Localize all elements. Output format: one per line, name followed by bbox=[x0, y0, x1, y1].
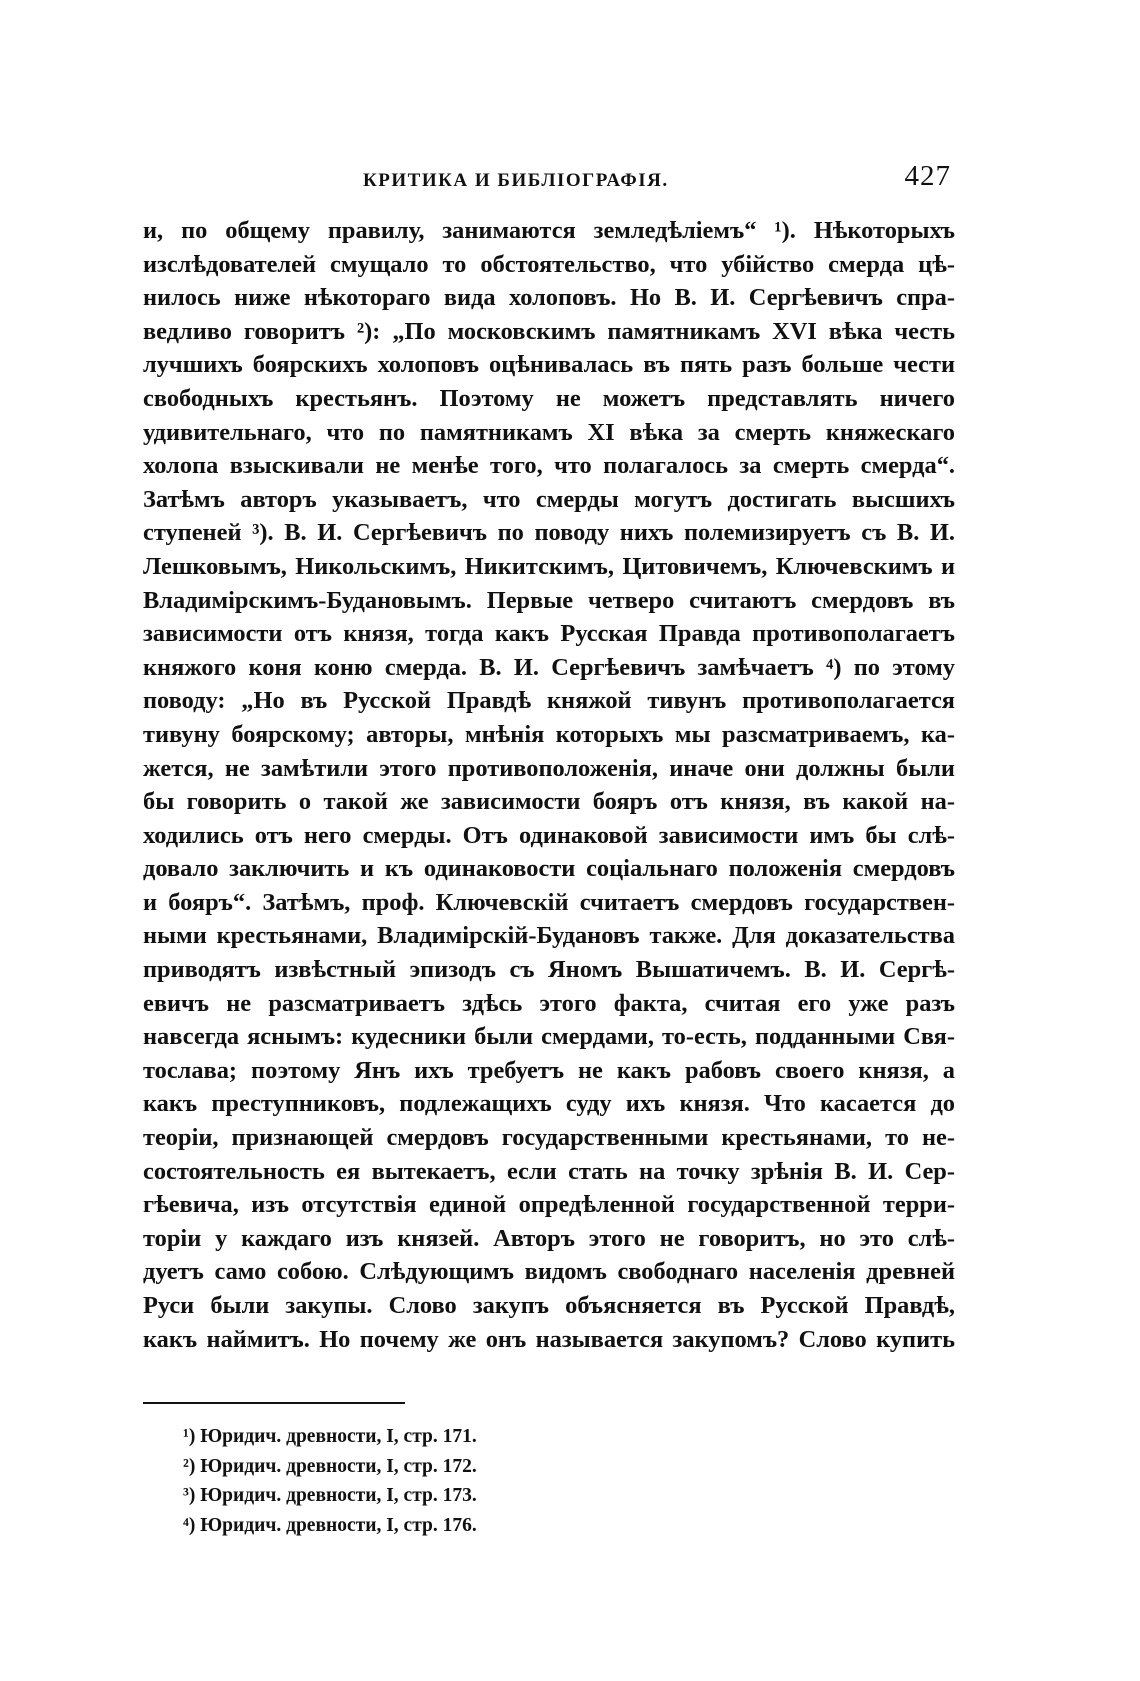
text-line: и, по общему правилу, занимаются земледѣліемъ“ ¹). Нѣкоторыхъ bbox=[143, 217, 955, 244]
text-line: зависимости отъ князя, тогда какъ Русская Правда противополагаетъ bbox=[143, 620, 955, 648]
text-line: лучшихъ боярскихъ холоповъ оцѣнивалась въ пять разъ больше чести bbox=[143, 351, 955, 379]
footnote: ⁴) Юридич. древности, I, стр. 176. bbox=[183, 1514, 477, 1536]
text-line: дуетъ само собою. Слѣдующимъ видомъ свободнаго населенія древней bbox=[143, 1258, 955, 1286]
text-line: приводятъ извѣстный эпизодъ съ Яномъ Вышатичемъ. В. И. Сергѣ- bbox=[143, 956, 955, 984]
text-line: теоріи, признающей смердовъ государственными крестьянами, то не- bbox=[143, 1124, 955, 1152]
text-line: ходились отъ него смерды. Отъ одинаковой зависимости имъ бы слѣ- bbox=[143, 821, 955, 849]
footnotes bbox=[183, 1422, 955, 1540]
footnote: ¹) Юридич. древности, I, стр. 171. bbox=[183, 1426, 477, 1448]
footnote-separator bbox=[143, 1402, 405, 1404]
text-line: изслѣдователей смущало то обстоятельство, что убійство смерда цѣ- bbox=[143, 250, 955, 278]
text-line: евичъ не разсматриваетъ здѣсь этого факта, считая его уже разъ bbox=[143, 989, 955, 1017]
text-line: торіи у каждаго изъ князей. Авторъ этого не говоритъ, но это слѣ- bbox=[143, 1224, 955, 1252]
text-line: навсегда яснымъ: кудесники были смердами, то-есть, подданными Свя- bbox=[143, 1023, 955, 1051]
text-line: бы говорить о такой же зависимости бояръ отъ князя, въ какой на- bbox=[143, 788, 955, 816]
text-line: ведливо говоритъ ²): „По московскимъ памятникамъ XVI вѣка честь bbox=[143, 317, 955, 345]
text-line: какъ наймитъ. Но почему же онъ называется закупомъ? Слово купить bbox=[143, 1325, 955, 1353]
body-text bbox=[143, 214, 955, 1356]
text-line: довало заключить и къ одинаковости соціальнаго положенія смердовъ bbox=[143, 855, 955, 883]
text-line: удивительнаго, что по памятникамъ XI вѣка за смерть княжескаго bbox=[143, 418, 955, 446]
text-line: Владимірскимъ-Будановымъ. Первые четверо считаютъ смердовъ въ bbox=[143, 586, 955, 614]
text-line: холопа взыскивали не менѣе того, что полагалось за смерть смерда“. bbox=[143, 452, 955, 480]
text-line: какъ преступниковъ, подлежащихъ суду ихъ князя. Что касается до bbox=[143, 1090, 955, 1118]
text-line: тивуну боярскому; авторы, мнѣнія которыхъ мы разсматриваемъ, ка- bbox=[143, 720, 955, 748]
text-line: ными крестьянами, Владимірскій-Будановъ также. Для доказательства bbox=[143, 922, 955, 950]
page-number: 427 bbox=[904, 160, 951, 192]
running-head bbox=[143, 160, 955, 200]
footnote: ²) Юридич. древности, I, стр. 172. bbox=[183, 1455, 477, 1477]
text-line: тослава; поэтому Янъ ихъ требуетъ не какъ рабовъ своего князя, а bbox=[143, 1056, 955, 1084]
text-line: свободныхъ крестьянъ. Поэтому не можетъ представлять ничего bbox=[143, 384, 955, 412]
text-line: ступеней ³). В. И. Сергѣевичъ по поводу нихъ полемизируетъ съ В. И. bbox=[143, 519, 955, 547]
section-title: КРИТИКА И БИБЛІОГРАФІЯ. bbox=[363, 170, 669, 191]
footnote: ³) Юридич. древности, I, стр. 173. bbox=[183, 1485, 477, 1507]
book-page bbox=[143, 160, 955, 1540]
text-line: поводу: „Но въ Русской Правдѣ княжой тивунъ противополагается bbox=[143, 687, 955, 715]
text-line: Лешковымъ, Никольскимъ, Никитскимъ, Цитовичемъ, Ключевскимъ и bbox=[143, 552, 955, 580]
text-line: Затѣмъ авторъ указываетъ, что смерды могутъ достигать высшихъ bbox=[143, 485, 955, 513]
text-line: и бояръ“. Затѣмъ, проф. Ключевскій считаетъ смердовъ государствен- bbox=[143, 888, 955, 916]
text-line: нилось ниже нѣкотораго вида холоповъ. Но В. И. Сергѣевичъ спра- bbox=[143, 284, 955, 312]
text-line: гѣевича, изъ отсутствія единой опредѣленной государственной терри- bbox=[143, 1191, 955, 1219]
text-line: состоятельность ея вытекаетъ, если стать на точку зрѣнія В. И. Сер- bbox=[143, 1157, 955, 1185]
text-line: жется, не замѣтили этого противоположенія, иначе они должны были bbox=[143, 754, 955, 782]
text-line: Руси были закупы. Слово закупъ объясняется въ Русской Правдѣ, bbox=[143, 1292, 955, 1319]
text-line: княжого коня коню смерда. В. И. Сергѣевичъ замѣчаетъ ⁴) по этому bbox=[143, 653, 955, 681]
